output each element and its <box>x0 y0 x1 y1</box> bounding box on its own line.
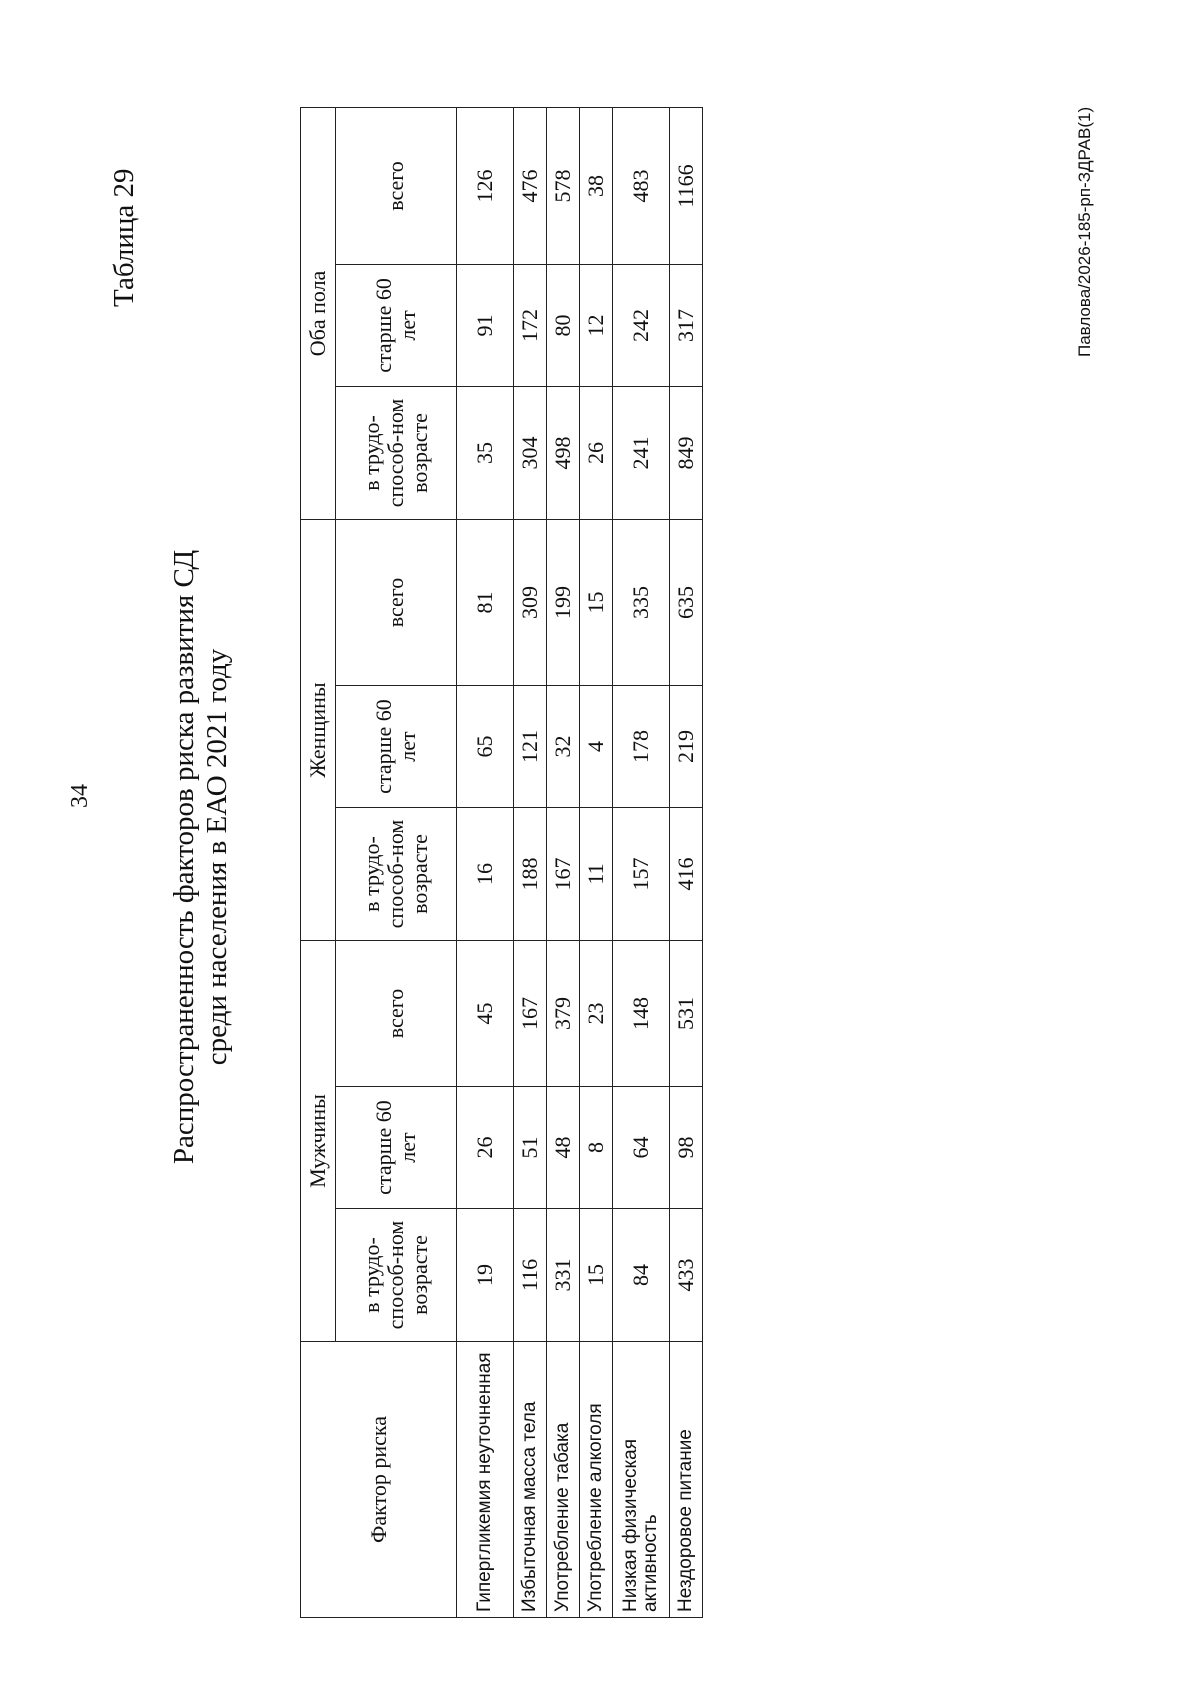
document-id: Павлова/2026-185-рп-ЗДРАВ(1) <box>1075 106 1094 357</box>
value-cell: 11 <box>580 808 613 941</box>
value-cell: 81 <box>457 519 514 685</box>
subheader-working-age: в трудо-способ-ном возрасте <box>336 1209 457 1342</box>
value-cell: 4 <box>580 686 613 808</box>
value-cell: 38 <box>580 107 613 264</box>
page-number: 34 <box>67 784 93 808</box>
value-cell: 8 <box>580 1087 613 1209</box>
table-title <box>168 257 234 1457</box>
value-cell: 65 <box>457 686 514 808</box>
value-cell: 12 <box>580 264 613 386</box>
table-row <box>457 107 514 1617</box>
value-cell: 578 <box>547 107 580 264</box>
value-cell: 219 <box>670 686 703 808</box>
value-cell: 335 <box>613 519 670 685</box>
value-cell: 91 <box>457 264 514 386</box>
value-cell: 317 <box>670 264 703 386</box>
value-cell: 304 <box>514 386 547 519</box>
value-cell: 157 <box>613 808 670 941</box>
value-cell: 16 <box>457 808 514 941</box>
value-cell: 635 <box>670 519 703 685</box>
factor-cell: Нездоровое питание <box>670 1342 703 1618</box>
value-cell: 199 <box>547 519 580 685</box>
value-cell: 45 <box>457 941 514 1087</box>
value-cell: 19 <box>457 1209 514 1342</box>
factor-cell: Употребление алкоголя <box>580 1342 613 1618</box>
value-cell: 64 <box>613 1087 670 1209</box>
subheader-over-60: старше 60 лет <box>336 264 457 386</box>
value-cell: 476 <box>514 107 547 264</box>
value-cell: 126 <box>457 107 514 264</box>
value-cell: 80 <box>547 264 580 386</box>
subheader-working-age: в трудо-способ-ном возрасте <box>336 808 457 941</box>
group-header-men: Мужчины <box>301 941 336 1342</box>
value-cell: 48 <box>547 1087 580 1209</box>
value-cell: 416 <box>670 808 703 941</box>
group-header-women: Женщины <box>301 519 336 940</box>
factor-cell: Низкая физическая активность <box>613 1342 670 1618</box>
value-cell: 15 <box>580 519 613 685</box>
factor-column-header: Фактор риска <box>301 1342 457 1618</box>
value-cell: 51 <box>514 1087 547 1209</box>
factor-cell: Гипергликемия неуточненная <box>457 1342 514 1618</box>
subheader-over-60: старше 60 лет <box>336 686 457 808</box>
value-cell: 498 <box>547 386 580 519</box>
factor-cell: Употребление табака <box>547 1342 580 1618</box>
value-cell: 167 <box>514 941 547 1087</box>
value-cell: 331 <box>547 1209 580 1342</box>
value-cell: 32 <box>547 686 580 808</box>
table-row <box>613 107 670 1617</box>
value-cell: 148 <box>613 941 670 1087</box>
value-cell: 241 <box>613 386 670 519</box>
value-cell: 849 <box>670 386 703 519</box>
value-cell: 35 <box>457 386 514 519</box>
value-cell: 483 <box>613 107 670 264</box>
subheader-over-60: старше 60 лет <box>336 1087 457 1209</box>
value-cell: 188 <box>514 808 547 941</box>
value-cell: 98 <box>670 1087 703 1209</box>
subheader-total: всего <box>336 941 457 1087</box>
table-title-line-1: Распространенность факторов риска развития СД <box>168 549 200 1165</box>
value-cell: 172 <box>514 264 547 386</box>
value-cell: 84 <box>613 1209 670 1342</box>
table-row <box>580 107 613 1617</box>
value-cell: 116 <box>514 1209 547 1342</box>
subheader-total: всего <box>336 519 457 685</box>
table-row <box>547 107 580 1617</box>
value-cell: 121 <box>514 686 547 808</box>
value-cell: 178 <box>613 686 670 808</box>
table-row <box>514 107 547 1617</box>
group-header-both: Оба пола <box>301 107 336 519</box>
table-row <box>670 107 703 1617</box>
value-cell: 23 <box>580 941 613 1087</box>
value-cell: 379 <box>547 941 580 1087</box>
value-cell: 433 <box>670 1209 703 1342</box>
subheader-total: всего <box>336 107 457 264</box>
table-title-line-2: среди населения в ЕАО 2021 году <box>201 648 233 1066</box>
value-cell: 15 <box>580 1209 613 1342</box>
value-cell: 309 <box>514 519 547 685</box>
table-number: Таблица 29 <box>108 168 140 307</box>
value-cell: 531 <box>670 941 703 1087</box>
value-cell: 242 <box>613 264 670 386</box>
factor-cell: Избыточная масса тела <box>514 1342 547 1618</box>
value-cell: 167 <box>547 808 580 941</box>
value-cell: 26 <box>457 1087 514 1209</box>
value-cell: 1166 <box>670 107 703 264</box>
risk-factor-table <box>300 107 703 1618</box>
subheader-working-age: в трудо-способ-ном возрасте <box>336 386 457 519</box>
value-cell: 26 <box>580 386 613 519</box>
